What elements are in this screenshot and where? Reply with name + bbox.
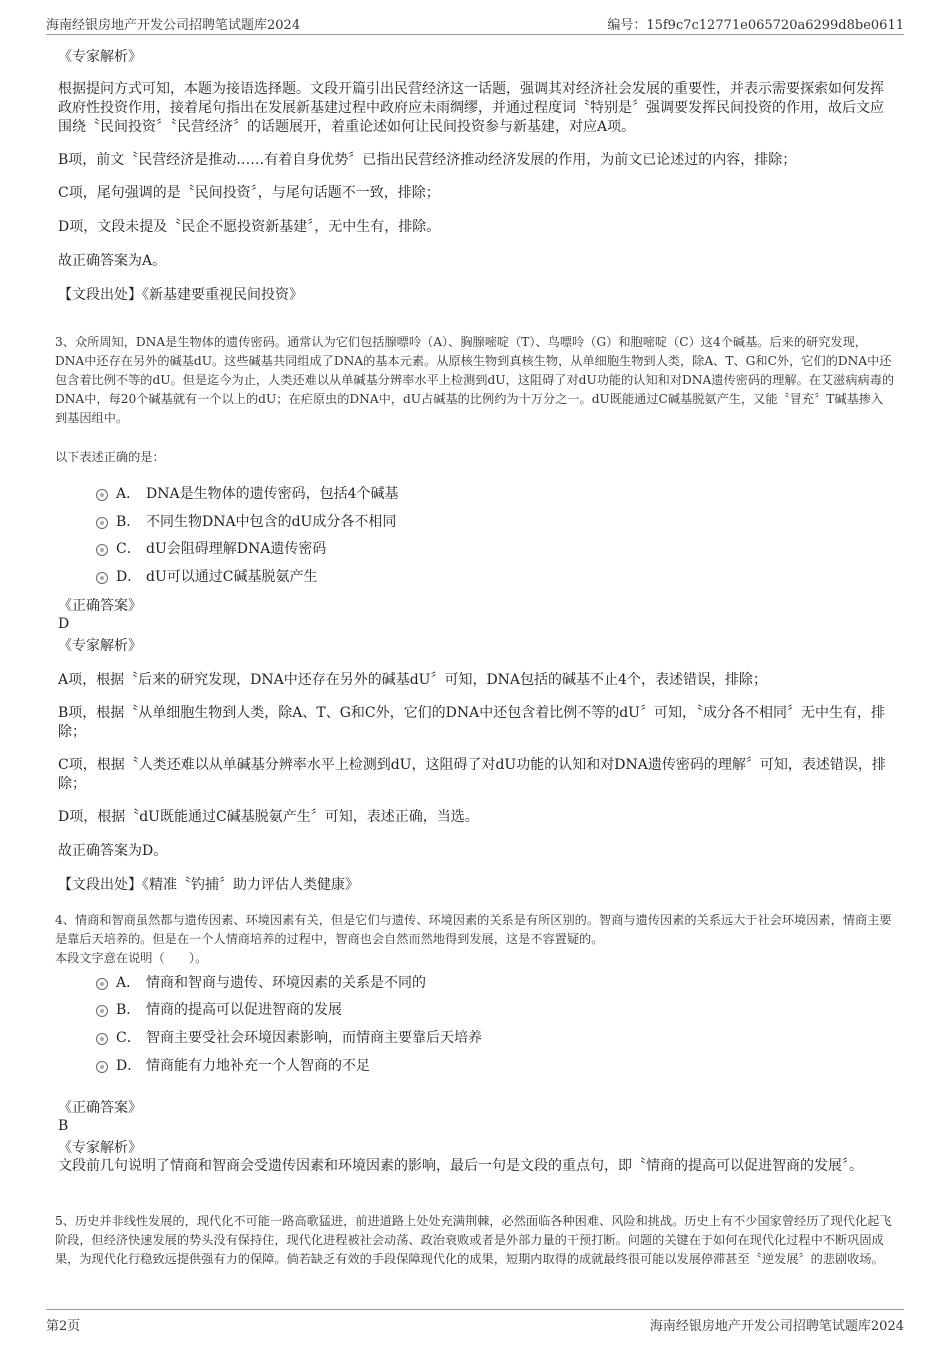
q3-answer-label: 《正确答案》 [58, 598, 142, 614]
q4-stem: 4、情商和智商虽然都与遗传因素、环境因素有关，但是它们与遗传、环境因素的关系是有所区别的。智商与遗传因素的关系远大于社会环境因素，情商主要是靠后天培养的。但是在一个人情商培养的过程中，智商也会自然而然地得到发展，这是不容置疑的。 [55, 913, 892, 946]
q4-prompt: 本段文字意在说明（ ）。 [55, 951, 208, 965]
header-code-label: 编号： [607, 18, 647, 33]
q3-option-a[interactable] [96, 484, 399, 504]
q3-option-d[interactable] [96, 567, 317, 587]
option-text: 不同生物DNA中包含的dU成分各不相同 [146, 514, 397, 530]
footer-page-number: 第2页 [46, 1319, 81, 1334]
radio-icon[interactable] [96, 572, 108, 584]
option-letter: C． [116, 541, 141, 557]
header-code-value: 15f9c7c12771e065720a6299d8be0611 [646, 18, 904, 33]
q3-option-c[interactable] [96, 539, 326, 559]
q4-analysis-label: 《专家解析》 [58, 1140, 142, 1156]
q4-option-b[interactable] [96, 1000, 342, 1020]
radio-icon[interactable] [96, 1061, 108, 1073]
footer-title: 海南经银房地产开发公司招聘笔试题库2024 [649, 1319, 904, 1334]
option-text: DNA是生物体的遗传密码，包括4个碱基 [146, 486, 399, 502]
option-letter: B． [116, 514, 141, 530]
option-text: 情商的提高可以促进智商的发展 [146, 1002, 342, 1018]
option-letter: A． [116, 975, 141, 991]
q4-option-c[interactable] [96, 1028, 482, 1048]
q3-analysis-option-d: D项，根据〝dU既能通过C碱基脱氨产生〞可知，表述正确，当选。 [58, 809, 479, 825]
radio-icon[interactable] [96, 978, 108, 990]
option-letter: B． [116, 1002, 141, 1018]
radio-icon[interactable] [96, 489, 108, 501]
q3-analysis-option-b: B项，根据〝从单细胞生物到人类，除A、T、G和C外，它们的DNA中还包含着比例不等的dU〞可知，〝成分各不相同〞无中生有，排除； [58, 705, 885, 740]
q3-option-b[interactable] [96, 512, 396, 532]
option-text: 情商能有力地补充一个人智商的不足 [146, 1058, 370, 1074]
q3-source: 【文段出处】《精准〝钓捕〞助力评估人类健康》 [58, 877, 359, 893]
option-text: dU可以通过C碱基脱氨产生 [146, 569, 318, 585]
radio-icon[interactable] [96, 1005, 108, 1017]
q3-stem: 3、众所周知，DNA是生物体的遗传密码。通常认为它们包括腺嘌呤（A）、胸腺嘧啶（T）、鸟嘌呤（G）和胞嘧啶（C）这4个碱基。后来的研究发现，DNA中还存在另外的碱基dU。这些碱基共同组成了DNA的基本元素。从原核生物到真核生物，从单细胞生物到人类，除A、T、G和C外，它们的DNA中还包含着比例不等的dU。但是迄今为止，人类还难以从单碱基分辨率水平上检测到dU，这阻碍了对dU功能的认知和对DNA遗传密码的理解。在艾滋病病毒的DNA中，每20个碱基就有一个以上的dU；在疟原虫的DNA中，dU占碱基的比例约为十万分之一。dU既能通过C碱基脱氨产生，又能〝冒充〞T碱基掺入到基因组中。 [55, 335, 895, 425]
q3-analysis-option-a: A项，根据〝后来的研究发现，DNA中还存在另外的碱基dU〞可知，DNA包括的碱基不止4个，表述错误，排除； [58, 672, 767, 688]
q2-analysis-para1: 根据提问方式可知，本题为接语选择题。文段开篇引出民营经济这一话题，强调其对经济社会发展的重要性，并表示需要探索如何发挥政府性投资作用，接着尾句指出在发展新基建过程中政府应未雨绸缪，并通过程度词〝特别是〞强调要发挥民间投资的作用，故后文应围绕〝民间投资〞〝民营经济〞的话题展开，着重论述如何让民间投资参与新基建，对应A项。 [58, 81, 884, 135]
q4-answer-label: 《正确答案》 [58, 1100, 142, 1116]
radio-icon[interactable] [96, 544, 108, 556]
q2-analysis-option-b: B项，前文〝民营经济是推动……有着自身优势〞已指出民营经济推动经济发展的作用，为前文已论述过的内容，排除； [58, 152, 797, 168]
q3-prompt: 以下表述正确的是： [55, 450, 165, 464]
radio-icon[interactable] [96, 517, 108, 529]
option-text: 情商和智商与遗传、环境因素的关系是不同的 [146, 975, 426, 991]
q3-analysis-label: 《专家解析》 [58, 638, 142, 654]
q5-stem: 5、历史并非线性发展的，现代化不可能一路高歌猛进，前进道路上处处充满荆棘，必然面临各种困难、风险和挑战。历史上有不少国家曾经历了现代化起飞阶段，但经济快速发展的势头没有保持住，现代化进程被社会动荡、政治衰败或者是外部力量的干预打断。问题的关键在于如何在现代化过程中不断巩固成果，为现代化行稳致远提供强有力的保障。倘若缺乏有效的手段保障现代化的成果，短期内取得的成就最终很可能以发展停滞甚至〝逆发展〞的悲剧收场。 [55, 1214, 892, 1266]
q2-analysis-option-c: C项，尾句强调的是〝民间投资〞，与尾句话题不一致，排除； [58, 185, 440, 201]
q3-conclusion: 故正确答案为D。 [58, 843, 168, 859]
q4-answer: B [58, 1118, 69, 1134]
q3-analysis-option-c: C项，根据〝人类还难以从单碱基分辨率水平上检测到dU，这阻碍了对dU功能的认知和对DNA遗传密码的理解〞可知，表述错误，排除； [58, 757, 886, 792]
q2-analysis-option-d: D项，文段未提及〝民企不愿投资新基建〞，无中生有，排除。 [58, 219, 441, 235]
q4-option-a[interactable] [96, 973, 426, 993]
q3-answer: D [58, 616, 70, 632]
q4-option-d[interactable] [96, 1056, 370, 1076]
header-title: 海南经银房地产开发公司招聘笔试题库2024 [46, 18, 301, 33]
option-letter: C． [116, 1030, 141, 1046]
page-footer [46, 1309, 904, 1334]
q2-analysis-label: 《专家解析》 [58, 49, 142, 65]
option-text: 智商主要受社会环境因素影响，而情商主要靠后天培养 [146, 1030, 482, 1046]
option-letter: A． [116, 486, 141, 502]
q2-source: 【文段出处】《新基建要重视民间投资》 [58, 287, 303, 303]
radio-icon[interactable] [96, 1033, 108, 1045]
q4-analysis: 文段前几句说明了情商和智商会受遗传因素和环境因素的影响，最后一句是文段的重点句，即〝情商的提高可以促进智商的发展〞。 [58, 1158, 863, 1174]
option-text: dU会阻碍理解DNA遗传密码 [146, 541, 327, 557]
option-letter: D． [116, 1058, 142, 1074]
option-letter: D． [116, 569, 142, 585]
q2-conclusion: 故正确答案为A。 [58, 253, 167, 269]
